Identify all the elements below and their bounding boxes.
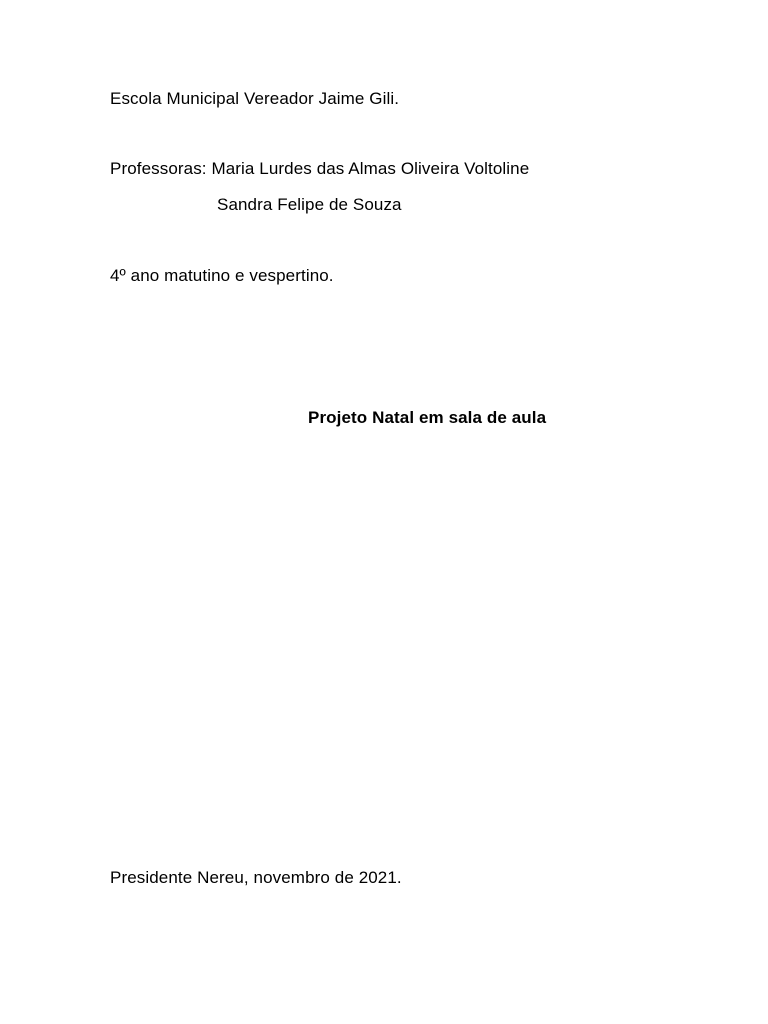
teacher-2-name: Sandra Felipe de Souza (217, 195, 402, 214)
grade-info: 4º ano matutino e vespertino. (110, 266, 334, 285)
place-and-date: Presidente Nereu, novembro de 2021. (110, 868, 402, 887)
project-title: Projeto Natal em sala de aula (308, 408, 547, 427)
teachers-label: Professoras: (110, 159, 207, 178)
teachers-line (110, 158, 529, 180)
teacher-1-name: Maria Lurdes das Almas Oliveira Voltoline (211, 159, 530, 178)
school-name: Escola Municipal Vereador Jaime Gili. (110, 89, 400, 108)
